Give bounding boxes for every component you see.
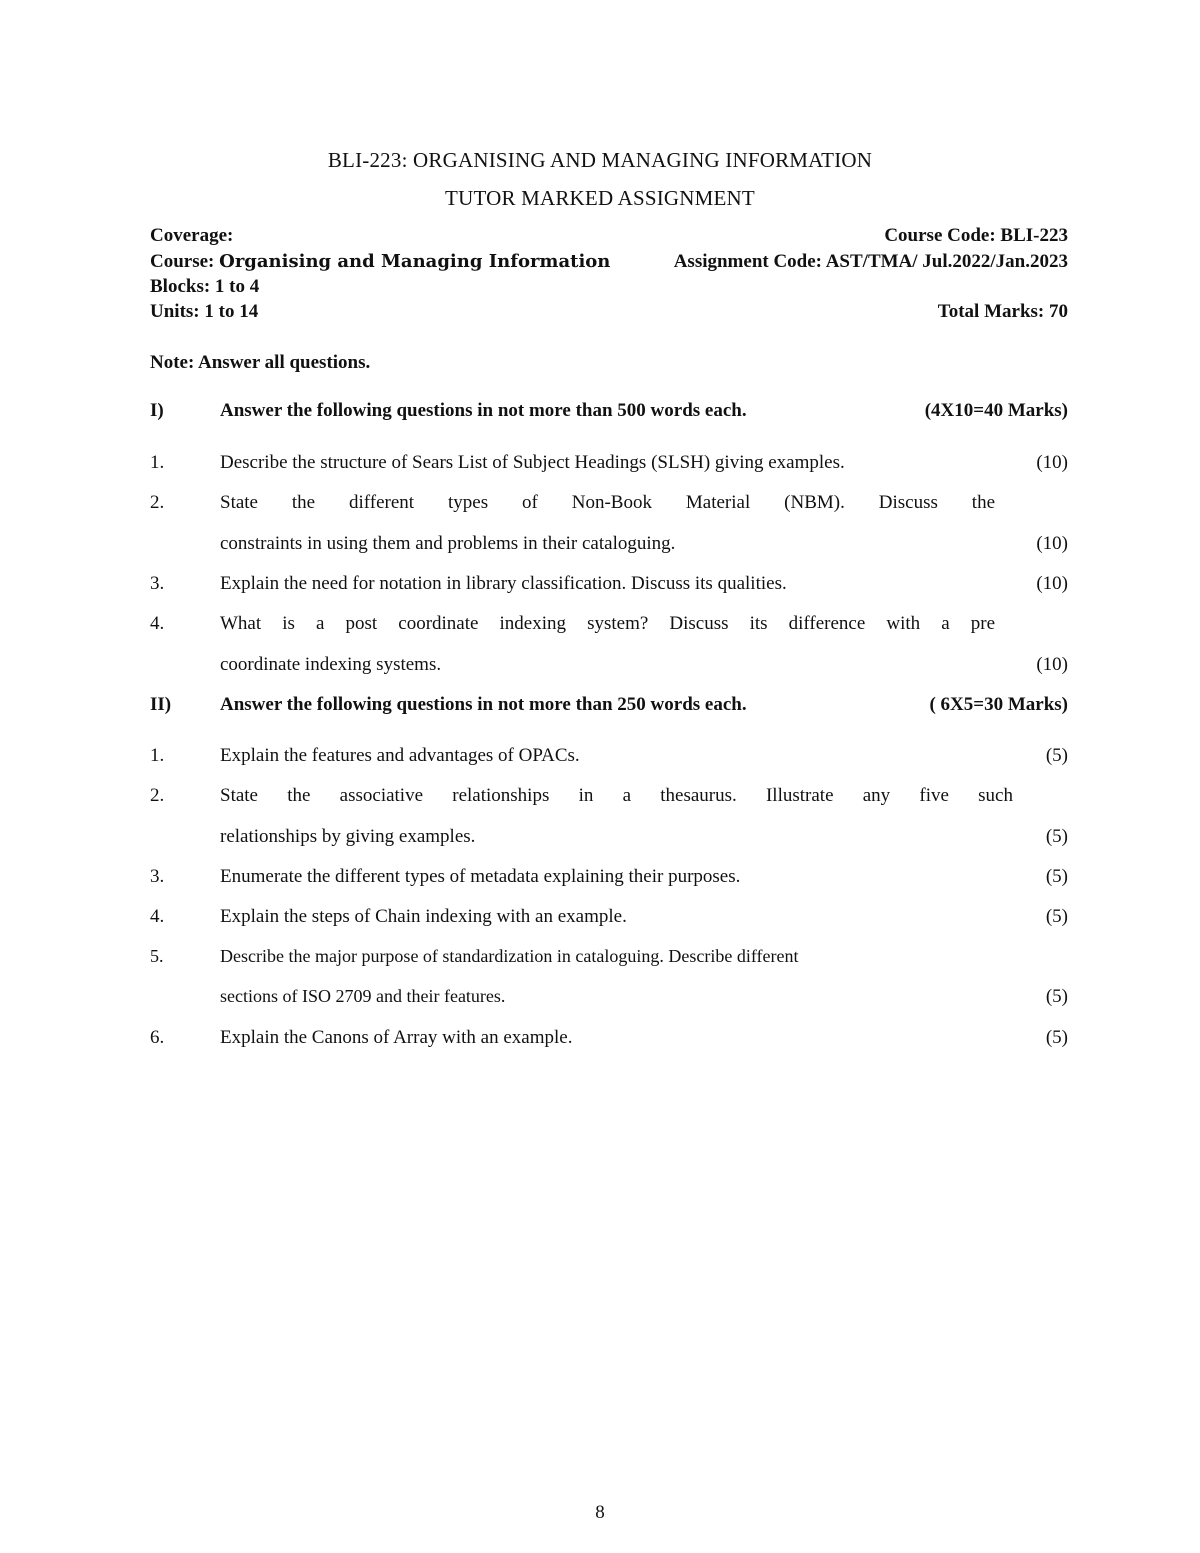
document-title: BLI-223: ORGANISING AND MANAGING INFORMATION bbox=[327, 148, 873, 172]
course-name: Organising and Managing Information bbox=[219, 251, 611, 272]
question-marks: (5) bbox=[1045, 826, 1068, 847]
question-marks: (10) bbox=[1036, 654, 1068, 675]
question-text: sections of ISO 2709 and their features. bbox=[220, 986, 506, 1006]
course-code: Course Code: BLI-223 bbox=[884, 225, 1068, 246]
course-row bbox=[150, 251, 1068, 273]
question-number: 2. bbox=[150, 492, 165, 513]
assignment-code: Assignment Code: AST/TMA/ Jul.2022/Jan.2023 bbox=[673, 251, 1068, 272]
question-text: Explain the Canons of Array with an example. bbox=[220, 1027, 573, 1048]
question-text: Enumerate the different types of metadata explaining their purposes. bbox=[220, 866, 741, 887]
question-number: 6. bbox=[150, 1027, 165, 1048]
question-text: coordinate indexing systems. bbox=[220, 654, 442, 675]
question-text: State the associative relationships in a thesaurus. Illustrate any five such bbox=[220, 785, 1013, 806]
units-row bbox=[150, 301, 1068, 323]
note: Note: Answer all questions. bbox=[150, 352, 371, 373]
question-number: 3. bbox=[150, 573, 165, 594]
units-label: Units: 1 to 14 bbox=[150, 301, 259, 322]
question-text: constraints in using them and problems in their cataloguing. bbox=[220, 533, 676, 554]
question-text: Describe the structure of Sears List of Subject Headings (SLSH) giving examples. bbox=[220, 452, 845, 473]
question-number: 2. bbox=[150, 785, 165, 806]
section-2-label: II) bbox=[150, 694, 172, 715]
question-marks: (10) bbox=[1036, 452, 1068, 473]
section-1-marks: (4X10=40 Marks) bbox=[924, 400, 1068, 421]
question-marks: (5) bbox=[1045, 745, 1068, 766]
blocks-row bbox=[150, 276, 1068, 298]
section-1-label: I) bbox=[150, 400, 164, 421]
question-text: Explain the steps of Chain indexing with an example. bbox=[220, 906, 627, 927]
section-2-marks: ( 6X5=30 Marks) bbox=[929, 694, 1068, 715]
total-marks: Total Marks: 70 bbox=[937, 301, 1068, 322]
question-marks: (5) bbox=[1045, 906, 1068, 927]
blocks-label: Blocks: 1 to 4 bbox=[150, 276, 260, 297]
document-subtitle: TUTOR MARKED ASSIGNMENT bbox=[445, 186, 755, 210]
question-text: Explain the need for notation in library classification. Discuss its qualities. bbox=[220, 573, 787, 594]
question-number: 4. bbox=[150, 613, 165, 634]
question-marks: (5) bbox=[1045, 866, 1068, 887]
question-text: State the different types of Non-Book Material (NBM). Discuss the bbox=[220, 492, 995, 513]
coverage-label: Coverage: bbox=[150, 225, 234, 246]
question-number: 4. bbox=[150, 906, 165, 927]
question-text: relationships by giving examples. bbox=[220, 826, 476, 847]
question-marks: (5) bbox=[1045, 986, 1068, 1007]
question-text: Explain the features and advantages of OPACs. bbox=[220, 745, 580, 766]
question-number: 1. bbox=[150, 745, 165, 766]
coverage-row bbox=[150, 225, 1068, 247]
question-marks: (10) bbox=[1036, 573, 1068, 594]
course-label: Course: bbox=[150, 251, 215, 272]
page-number: 8 bbox=[595, 1502, 605, 1523]
section-1-instruction: Answer the following questions in not more than 500 words each. bbox=[220, 400, 747, 421]
section-2-instruction: Answer the following questions in not more than 250 words each. bbox=[220, 694, 747, 715]
question-text: Describe the major purpose of standardization in cataloguing. Describe different bbox=[220, 946, 799, 966]
question-marks: (5) bbox=[1045, 1027, 1068, 1048]
question-number: 5. bbox=[150, 946, 164, 966]
question-text: What is a post coordinate indexing system? Discuss its difference with a pre bbox=[220, 613, 995, 634]
question-marks: (10) bbox=[1036, 533, 1068, 554]
question-number: 3. bbox=[150, 866, 165, 887]
question-number: 1. bbox=[150, 452, 165, 473]
